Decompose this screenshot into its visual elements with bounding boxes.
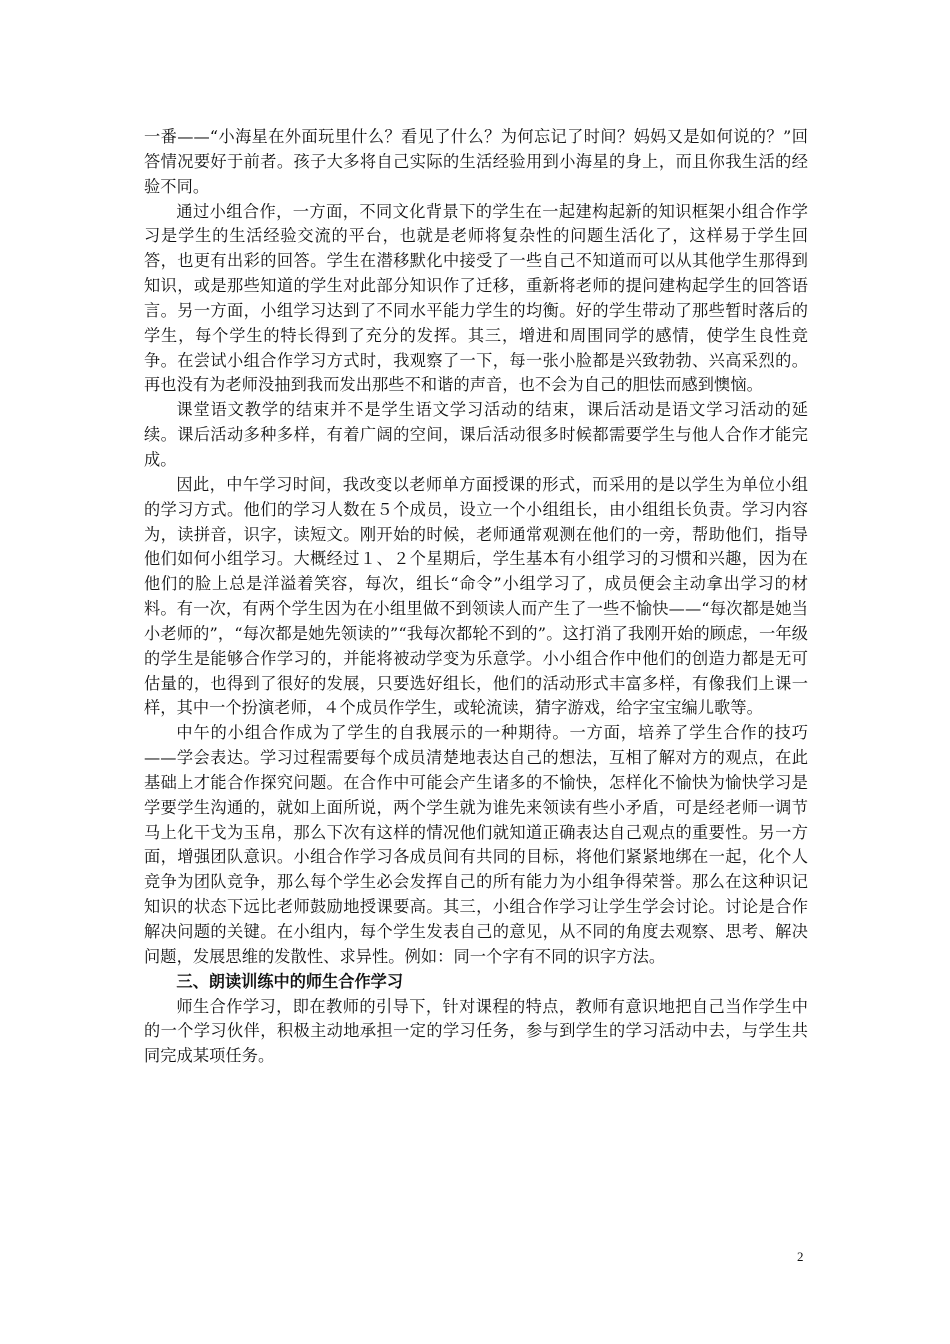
document-body [144,125,808,1069]
paragraph-after-class-activities: 课堂语文教学的结束并不是学生语文学习活动的结束，课后活动是语文学习活动的延续。课后活动多种多样，有着广阔的空间，课后活动很多时候都需要学生与他人合作才能完成。 [144,400,808,469]
paragraph-noon-group-benefits: 中午的小组合作成为了学生的自我展示的一种期待。一方面，培养了学生合作的技巧——学会表达。学习过程需要每个成员清楚地表达自己的想法，互相了解对方的观点，在此基础上才能合作探究问题。在合作中可能会产生诸多的不愉快，怎样化不愉快为愉快学习是学要学生沟通的，就如上面所说，两个学生就为谁先来领读有些小矛盾，可是经老师一调节马上化干戈为玉帛，那么下次有这样的情况他们就知道正确表达自己观点的重要性。另一方面，增强团队意识。小组合作学习各成员间有共同的目标，将他们紧紧地绑在一起，化个人竞争为团队竞争，那么每个学生必会发挥自己的所有能力为小组争得荣誉。那么在这种识记知识的状态下远比老师鼓励地授课要高。其三，小组合作学习让学生学会讨论。讨论是合作解决问题的关键。在小组内，每个学生发表自己的意见，从不同的角度去观察、思考、解决问题，发展思维的发散性、求异性。例如：同一个字有不同的识字方法。 [144,723,808,966]
paragraph-teacher-student-cooperation: 师生合作学习，即在教师的引导下，针对课程的特点，教师有意识地把自己当作学生中的一个学习伙伴，积极主动地承担一定的学习任务，参与到学生的学习活动中去，与学生共同完成某项任务。 [144,996,808,1066]
paragraph-continuation: 一番——“小海星在外面玩里什么？看见了什么？为何忘记了时间？妈妈又是如何说的？”回答情况要好于前者。孩子大多将自己实际的生活经验用到小海星的身上，而且你我生活的经验不同。 [144,127,808,196]
section-heading: 三、朗读训练中的师生合作学习 [176,971,404,991]
paragraph-noon-study: 因此，中午学习时间，我改变以老师单方面授课的形式，而采用的是以学生为单位小组的学习方式。他们的学习人数在５个成员，设立一个小组组长，由小组组长负责。学习内容为，读拼音，识字，读短文。刚开始的时候，老师通常观测在他们的一旁，帮助他们，指导他们如何小组学习。大概经过１、２个星期后，学生基本有小组学习的习惯和兴趣，因为在他们的脸上总是洋溢着笑容，每次，组长“命令”小组学习了，成员便会主动拿出学习的材料。有一次，有两个学生因为在小组里做不到领读人而产生了一些不愉快——“每次都是她当小老师的”，“每次都是她先领读的”“我每次都轮不到的”。这打消了我刚开始的顾虑，一年级的学生是能够合作学习的，并能将被动学变为乐意学。小小组合作中他们的创造力都是无可估量的，也得到了很好的发展，只要选好组长，他们的活动形式丰富多样，有像我们上课一样，其中一个扮演老师，４个成员作学生，或轮流读，猜字游戏，给字宝宝编儿歌等。 [144,474,808,718]
page-number: 2 [797,1249,804,1264]
paragraph-group-cooperation: 通过小组合作，一方面，不同文化背景下的学生在一起建构起新的知识框架小组合作学习是学生的生活经验交流的平台，也就是老师将复杂性的问题生活化了，这样易于学生回答，也更有出彩的回答。学生在潜移默化中接受了一些自己不知道而可以从其他学生那得到知识，或是那些知道的学生对此部分知识作了迁移，重新将老师的提问建构起学生的回答语言。另一方面，小组学习达到了不同水平能力学生的均衡。好的学生带动了那些暂时落后的学生，每个学生的特长得到了充分的发挥。其三，增进和周围同学的感情，使学生良性竞争。在尝试小组合作学习方式时，我观察了一下，每一张小脸都是兴致勃勃、兴高采烈的。再也没有为老师没抽到我而发出那些不和谐的声音，也不会为自己的胆怯而感到懊恼。 [144,201,808,395]
